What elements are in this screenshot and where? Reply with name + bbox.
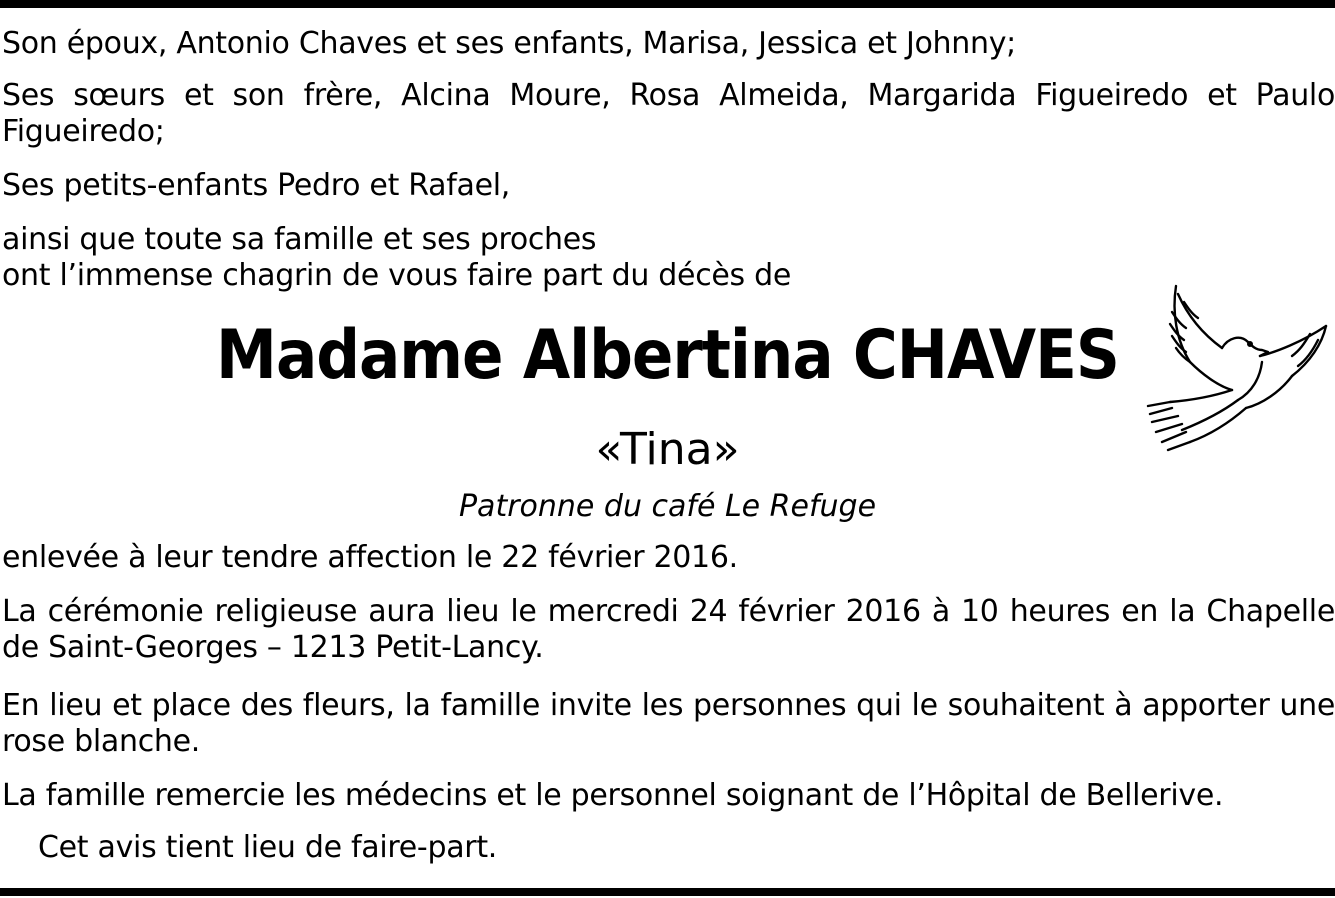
death-line: enlevée à leur tendre affection le 22 février 2016. [2,540,738,575]
nickname: «Tina» [595,424,740,475]
top-rule [0,0,1335,8]
family-line: ainsi que toute sa famille et ses proches [2,222,597,257]
flowers-line: En lieu et place des fleurs, la famille invite les personnes qui le souhaitent à apporter une rose blanche. [2,688,1335,759]
siblings-line: Ses sœurs et son frère, Alcina Moure, Rosa Almeida, Margarida Figueiredo et Paulo Figueiredo; [2,78,1335,149]
announce-line: ont l’immense chagrin de vous faire part du décès de [2,258,792,293]
spouse-line: Son époux, Antonio Chaves et ses enfants, Marisa, Jessica et Johnny; [2,26,1016,61]
deceased-name [0,316,1335,396]
bottom-rule [0,888,1335,896]
deceased-name-text: Madame Albertina CHAVES [216,316,1119,395]
role-caption: Patronne du café Le Refuge [458,489,877,524]
grandchildren-line: Ses petits-enfants Pedro et Rafael, [2,168,511,203]
thanks-line: La famille remercie les médecins et le personnel soignant de l’Hôpital de Bellerive. [2,778,1224,813]
closing-line: Cet avis tient lieu de faire-part. [38,830,498,865]
ceremony-line: La cérémonie religieuse aura lieu le mercredi 24 février 2016 à 10 heures en la Chapelle de Saint-Georges – 1213 Petit-Lancy. [2,594,1335,665]
